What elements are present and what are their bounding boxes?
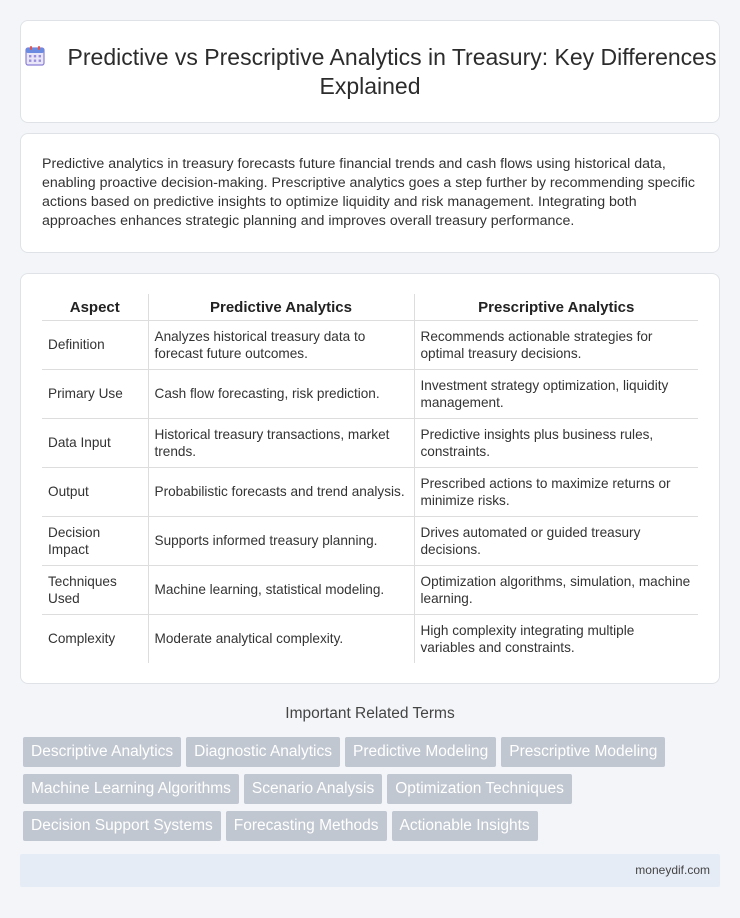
aspect-cell: Complexity <box>48 631 116 647</box>
tag-row <box>23 774 723 811</box>
header-predictive: Predictive Analytics <box>148 294 414 320</box>
related-term-tag[interactable]: Decision Support Systems <box>23 811 221 841</box>
table-header-row <box>42 294 698 320</box>
prescriptive-cell: High complexity integrating multiple variables and constraints. <box>414 614 698 663</box>
prescriptive-cell: Predictive insights plus business rules, constraints. <box>414 418 698 467</box>
footer-site-link[interactable]: moneydif.com <box>635 863 710 877</box>
related-term-tag[interactable]: Predictive Modeling <box>345 737 496 767</box>
header-card <box>20 20 720 123</box>
related-term-tag[interactable]: Actionable Insights <box>392 811 538 841</box>
predictive-cell: Machine learning, statistical modeling. <box>148 565 414 614</box>
prescriptive-cell: Recommends actionable strategies for optimal treasury decisions. <box>414 320 698 369</box>
prescriptive-cell: Investment strategy optimization, liquidity management. <box>414 369 698 418</box>
footer-bar <box>20 854 720 887</box>
header-aspect: Aspect <box>42 294 148 320</box>
aspect-cell: Primary Use <box>42 369 148 418</box>
calendar-icon <box>24 45 46 67</box>
intro-card <box>20 133 720 253</box>
predictive-cell: Supports informed treasury planning. <box>148 516 414 565</box>
prescriptive-cell: Optimization algorithms, simulation, machine learning. <box>414 565 698 614</box>
related-terms-heading: Important Related Terms <box>285 705 455 722</box>
table-row <box>42 467 698 516</box>
tag-row <box>23 737 723 774</box>
related-term-tag[interactable]: Forecasting Methods <box>226 811 387 841</box>
predictive-cell: Historical treasury transactions, market trends. <box>148 418 414 467</box>
predictive-cell: Cash flow forecasting, risk prediction. <box>148 369 414 418</box>
header-prescriptive: Prescriptive Analytics <box>414 294 698 320</box>
table-row <box>42 369 698 418</box>
aspect-cell: Data Input <box>42 418 148 467</box>
related-term-tag[interactable]: Prescriptive Modeling <box>501 737 665 767</box>
prescriptive-cell: Drives automated or guided treasury decisions. <box>414 516 698 565</box>
related-term-tag[interactable]: Descriptive Analytics <box>23 737 181 767</box>
tag-row <box>23 811 723 848</box>
predictive-cell: Analyzes historical treasury data to forecast future outcomes. <box>148 320 414 369</box>
related-term-tag[interactable]: Scenario Analysis <box>244 774 382 804</box>
table-row <box>42 614 698 663</box>
page-title: Predictive vs Prescriptive Analytics in Treasury: Key Differences Explained <box>67 44 717 99</box>
related-terms-list <box>23 737 723 848</box>
aspect-cell: Output <box>42 467 148 516</box>
comparison-card <box>20 273 720 684</box>
table-row <box>42 418 698 467</box>
related-term-tag[interactable]: Machine Learning Algorithms <box>23 774 239 804</box>
aspect-cell: Techniques Used <box>42 565 148 614</box>
prescriptive-cell: Prescribed actions to maximize returns or minimize risks. <box>414 467 698 516</box>
comparison-table <box>42 294 698 663</box>
table-row <box>42 516 698 565</box>
predictive-cell: Moderate analytical complexity. <box>148 614 414 663</box>
intro-paragraph: Predictive analytics in treasury forecasts future financial trends and cash flows using historical data, enabling proactive decision-making. Prescriptive analytics goes a step further by recommending specific actions based on predictive insights to optimize liquidity and risk management. Integrating both approaches enhances strategic planning and improves overall treasury performance. <box>42 156 695 229</box>
page-title-wrap <box>21 43 719 101</box>
table-row <box>42 320 698 369</box>
aspect-cell: Definition <box>42 320 148 369</box>
predictive-cell: Probabilistic forecasts and trend analysis. <box>148 467 414 516</box>
related-term-tag[interactable]: Optimization Techniques <box>387 774 572 804</box>
table-row <box>42 565 698 614</box>
related-term-tag[interactable]: Diagnostic Analytics <box>186 737 340 767</box>
aspect-cell: Decision Impact <box>42 516 148 565</box>
